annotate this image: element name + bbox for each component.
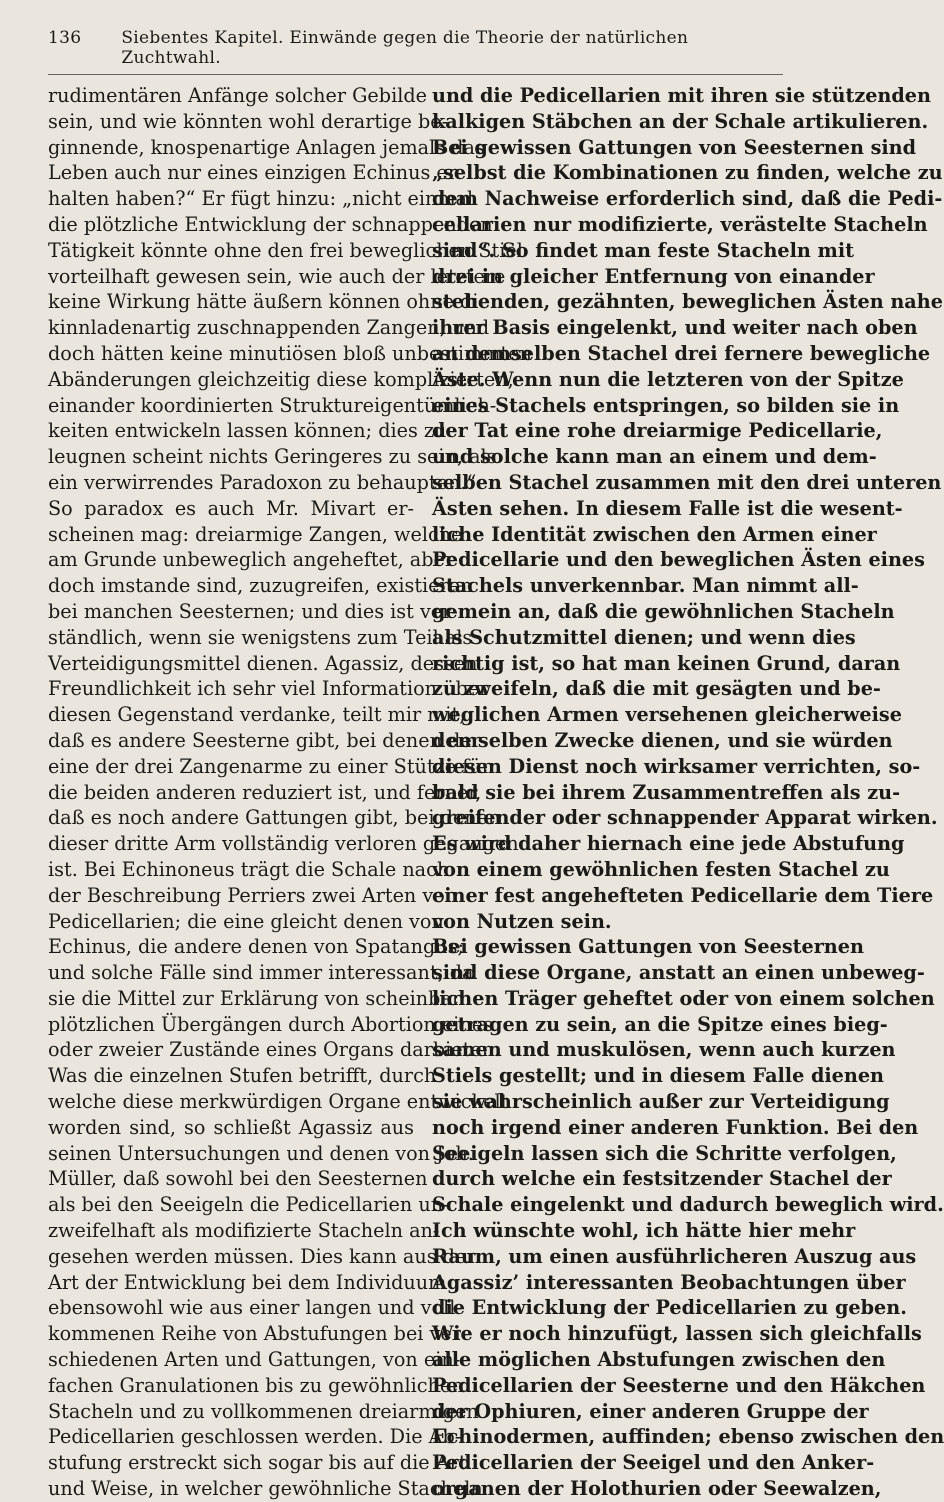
text-line: an demselben Stachel drei fernere bewegliche (432, 341, 931, 365)
text-line: die plötzliche Entwicklung der schnappenden (48, 212, 493, 236)
text-line: ständlich, wenn sie wenigstens zum Teil als (48, 625, 473, 649)
text-line: worden sind, so schließt Agassiz aus (48, 1115, 414, 1139)
text-line: die Entwicklung der Pedicellarien zu geben. (432, 1296, 907, 1320)
text-line: eine der drei Zangenarme zu einer Stütze für (48, 754, 491, 778)
text-line: halten haben?“ Er fügt hinzu: „nicht einmal (48, 187, 474, 211)
page-number: 136 (48, 28, 82, 48)
text-line: stufung erstreckt sich sogar bis auf die Art (48, 1451, 467, 1475)
text-line: Es wird daher hiernach eine jede Abstufung (432, 832, 905, 856)
text-line: Bei gewissen Gattungen von Seesternen (432, 935, 864, 959)
text-line: Leben auch nur eines einzigen Echinus er- (48, 161, 464, 185)
text-line: daß es andere Seesterne gibt, bei denen der (48, 728, 481, 752)
text-line: und solche Fälle sind immer interessant, da (48, 961, 474, 985)
text-line: diesen Dienst noch wirksamer verrichten, so- (432, 754, 921, 778)
text-line: richtig ist, so hat man keinen Grund, daran (432, 651, 901, 675)
text-line: Abänderungen gleichzeitig diese komplizierten, (48, 367, 514, 391)
text-line: Verteidigungsmittel dienen. Agassiz, dessen (48, 651, 478, 675)
text-line: ihrer Basis eingelenkt, und weiter nach oben (432, 316, 918, 340)
text-line: die beiden anderen reduziert ist, und ferner, (48, 780, 482, 804)
text-line: doch hätten keine minutiösen bloß unbestimmten (48, 341, 532, 365)
text-line: „selbst die Kombinationen zu finden, welche zu (432, 161, 943, 185)
text-line: welche diese merkwürdigen Organe entwickelt (48, 1090, 509, 1114)
text-line: Agassiz’ interessanten Beobachtungen über (432, 1270, 906, 1294)
text-line: am Grunde unbeweglich angeheftet, aber (48, 548, 455, 572)
text-line: sein, und wie könnten wohl derartige be- (48, 109, 449, 133)
text-line: gemein an, daß die gewöhnlichen Stacheln (432, 599, 895, 623)
text-line: Pedicellarien der Seesterne und den Häkchen (432, 1373, 926, 1397)
running-title: Siebentes Kapitel. Einwände gegen die Theorie der natürlichen Zuchtwahl. (121, 28, 689, 68)
text-line: zweifelhaft als modifizierte Stacheln an- (48, 1219, 440, 1243)
text-line: keine Wirkung hätte äußern können ohne die (48, 290, 490, 314)
text-line: schiedenen Arten und Gattungen, von ein- (48, 1348, 461, 1372)
right-column (422, 83, 944, 1501)
text-line: vorteilhaft gewesen sein, wie auch der letztere (48, 264, 506, 288)
text-line: ein verwirrendes Paradoxon zu behaupten.“ (48, 470, 477, 494)
text-line: Echinus, die andere denen von Spatangus; (48, 935, 464, 959)
text-line: alle möglichen Abstufungen zwischen den (432, 1348, 886, 1372)
text-line: cellarien nur modifizierte, verästelte Stacheln (432, 212, 928, 236)
text-line: scheinen mag: dreiarmige Zangen, welche (48, 522, 463, 546)
text-line: Pedicellarien; die eine gleicht denen von (48, 909, 444, 933)
text-columns (48, 83, 944, 1501)
text-line: einander koordinierten Struktureigentümlich- (48, 393, 497, 417)
text-line: kalkigen Stäbchen an der Schale artikulieren. (432, 109, 929, 133)
text-line: gesehen werden müssen. Dies kann aus der (48, 1244, 476, 1268)
text-line: Pedicellarien geschlossen werden. Die Ab- (48, 1425, 462, 1449)
text-line: Schale eingelenkt und dadurch beweglich wird. (432, 1193, 944, 1217)
text-line: Pedicellarie und den beweglichen Ästen eines (432, 548, 925, 572)
text-line: dem Nachweise erforderlich sind, daß die Pedi- (432, 187, 943, 211)
text-line: plötzlichen Übergängen durch Abortion eines (48, 1012, 493, 1036)
text-line: Wie er noch hinzufügt, lassen sich gleichfalls (432, 1322, 922, 1346)
text-line: als Schutzmittel dienen; und wenn dies (432, 625, 856, 649)
text-line: kommenen Reihe von Abstufungen bei ver- (48, 1322, 468, 1346)
text-line: Art der Entwicklung bei dem Individuum (48, 1270, 447, 1294)
text-line: der Beschreibung Perriers zwei Arten von (48, 883, 458, 907)
text-line: Seeigeln lassen sich die Schritte verfolgen, (432, 1141, 897, 1165)
text-line: oder zweier Zustände eines Organs darbieten. (48, 1038, 501, 1062)
text-line: Stachels unverkennbar. Man nimmt all- (432, 574, 859, 598)
text-line: So paradox es auch Mr. Mivart er- (48, 496, 414, 520)
text-line: doch imstande sind, zuzugreifen, existieren (48, 574, 473, 598)
text-line: samen und muskulösen, wenn auch kurzen (432, 1038, 896, 1062)
text-line: sie wahrscheinlich außer zur Verteidigung (432, 1090, 890, 1114)
text-line: lichen Träger geheftet oder von einem solchen (432, 986, 935, 1010)
text-line: stehenden, gezähnten, beweglichen Ästen nahe (432, 290, 943, 314)
text-line: Was die einzelnen Stufen betrifft, durch (48, 1064, 437, 1088)
text-line: Tätigkeit könnte ohne den frei beweglichen Stiel (48, 238, 523, 262)
text-line: der Ophiuren, einer anderen Gruppe der (432, 1399, 869, 1423)
text-line: noch irgend einer anderen Funktion. Bei den (432, 1115, 919, 1139)
text-line: demselben Zwecke dienen, und sie würden (432, 728, 893, 752)
text-line: Stacheln und zu vollkommenen dreiarmigen (48, 1399, 479, 1423)
text-line: von Nutzen sein. (432, 909, 612, 933)
text-line: ebensowohl wie aus einer langen und voll- (48, 1296, 462, 1320)
text-line: kinnladenartig zuschnappenden Zangen; und (48, 316, 490, 340)
running-header (48, 28, 783, 75)
text-line: ginnende, knospenartige Anlagen jemals das (48, 135, 485, 159)
text-line: Raum, um einen ausführlicheren Auszug aus (432, 1244, 917, 1268)
text-line: durch welche ein festsitzender Stachel der (432, 1167, 892, 1191)
text-line: rudimentären Anfänge solcher Gebilde (48, 84, 427, 107)
text-line: seinen Untersuchungen und denen von Joh. (48, 1141, 474, 1165)
text-line: Ästen sehen. In diesem Falle ist die wesent- (432, 496, 903, 520)
text-line: getragen zu sein, an die Spitze eines bieg- (432, 1012, 888, 1036)
text-line: dieser dritte Arm vollständig verloren gegangen (48, 832, 519, 856)
text-line: keiten entwickeln lassen können; dies zu (48, 419, 447, 443)
text-line: bald sie bei ihrem Zusammentreffen als zu- (432, 780, 901, 804)
text-line: und die Pedicellarien mit ihren sie stützenden (432, 84, 931, 107)
text-line: fachen Granulationen bis zu gewöhnlichen (48, 1373, 464, 1397)
text-line: Ich wünschte wohl, ich hätte hier mehr (432, 1219, 856, 1243)
text-line: einer fest angehefteten Pedicellarie dem Tiere (432, 883, 934, 907)
text-line: von einem gewöhnlichen festen Stachel zu (432, 857, 890, 881)
text-line: Echinodermen, auffinden; ebenso zwischen den (432, 1425, 944, 1449)
text-line: diesen Gegenstand verdanke, teilt mir mit, (48, 703, 466, 727)
text-line: Äste. Wenn nun die letzteren von der Spitze (432, 367, 904, 391)
text-line: leugnen scheint nichts Geringeres zu sein, als (48, 445, 497, 469)
text-line: Pedicellarien der Seeigel und den Anker- (432, 1451, 875, 1475)
text-line: und Weise, in welcher gewöhnliche Stacheln (48, 1477, 483, 1501)
text-line: organen der Holothurien oder Seewalzen, (432, 1477, 882, 1501)
text-line: bei manchen Seesternen; und dies ist ver- (48, 599, 458, 623)
text-line: drei in gleicher Entfernung von einander (432, 264, 875, 288)
text-line: weglichen Armen versehenen gleicherweise (432, 703, 902, 727)
text-line: liche Identität zwischen den Armen einer (432, 522, 877, 546)
text-line: selben Stachel zusammen mit den drei unteren (432, 470, 942, 494)
text-line: und solche kann man an einem und dem- (432, 445, 877, 469)
text-line: greifender oder schnappender Apparat wirken. (432, 806, 938, 830)
text-line: eines Stachels entspringen, so bilden sie in (432, 393, 900, 417)
text-line: Bei gewissen Gattungen von Seesternen sind (432, 135, 917, 159)
text-line: der Tat eine rohe dreiarmige Pedicellarie, (432, 419, 883, 443)
text-line: Freundlichkeit ich sehr viel Information über (48, 677, 489, 701)
text-line: sind“. So findet man feste Stacheln mit (432, 238, 855, 262)
text-line: Müller, daß sowohl bei den Seesternen (48, 1167, 428, 1191)
text-line: sie die Mittel zur Erklärung von scheinbar (48, 986, 462, 1010)
text-line: Stiels gestellt; und in diesem Falle dienen (432, 1064, 885, 1088)
text-line: sind diese Organe, anstatt an einen unbeweg- (432, 961, 925, 985)
text-line: daß es noch andere Gattungen gibt, bei denen (48, 806, 501, 830)
text-line: ist. Bei Echinoneus trägt die Schale nach (48, 857, 450, 881)
text-line: als bei den Seeigeln die Pedicellarien un- (48, 1193, 450, 1217)
text-line: zu zweifeln, daß die mit gesägten und be- (432, 677, 881, 701)
